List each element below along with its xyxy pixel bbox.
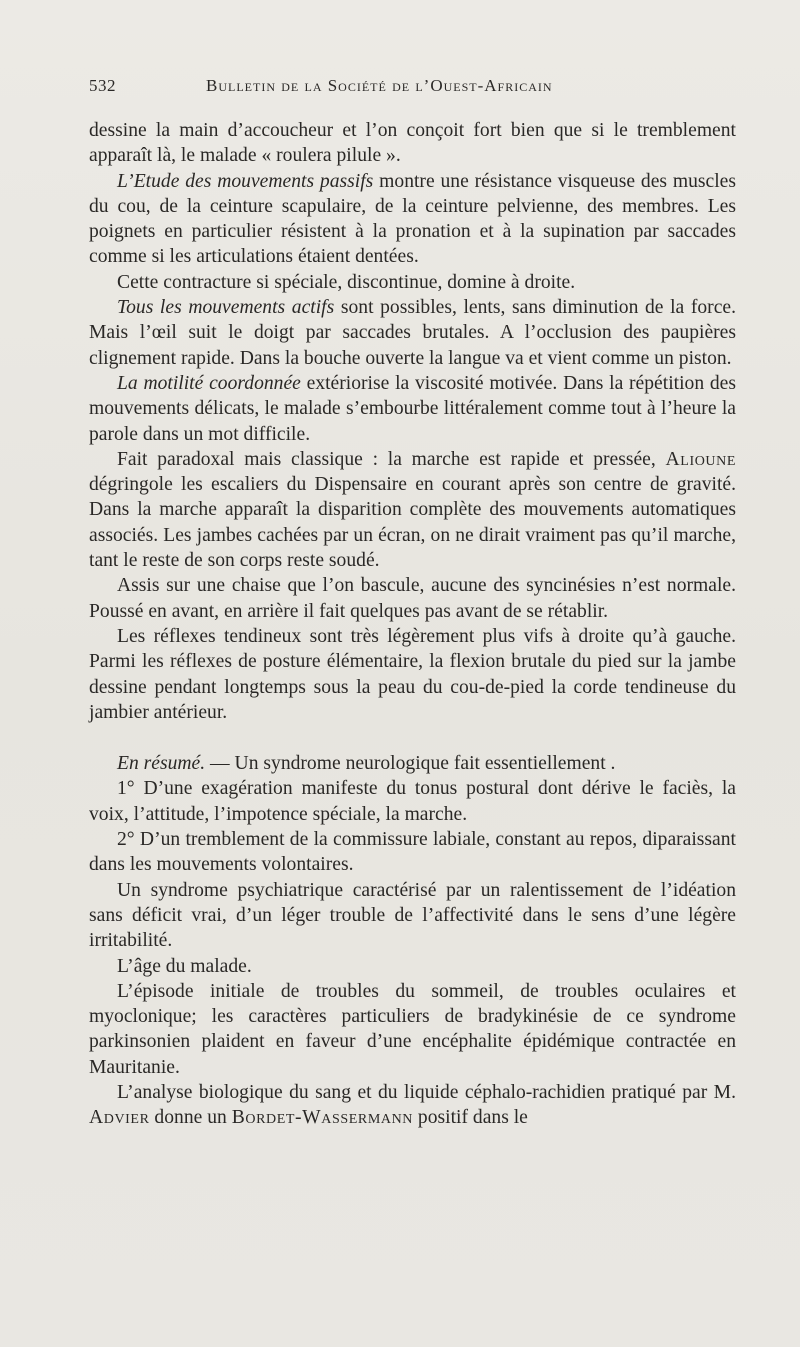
paragraph-text: extériorise la viscosité motivée. Dans la répétition des mouvements délicats, le malade s’embourbe littéralement comme tout à l’heure la parole dans un mot difficile.	[89, 372, 736, 445]
paragraph	[89, 776, 736, 827]
paragraph	[89, 295, 736, 371]
paragraph	[89, 118, 736, 169]
italic-heading: L’Etude des mouvements passifs	[117, 170, 374, 192]
paragraph-text: dessine la main d’accoucheur et l’on conçoit fort bien que si le tremblement apparaît là, le malade « roulera pilule ».	[89, 120, 736, 167]
paragraph-text: sont possibles, lents, sans diminution de la force. Mais l’œil suit le doigt par saccades brutales. A l’occlusion des paupières clignement rapide. Dans la bouche ouverte la langue va et vient comme un piston.	[89, 297, 736, 369]
person-name: Advier	[89, 1107, 150, 1129]
paragraph-text: Fait paradoxal mais classique : la marche est rapide et pressée,	[117, 448, 666, 470]
paragraph	[89, 979, 736, 1080]
paragraph-text: L’âge du malade.	[117, 955, 252, 977]
paragraph	[89, 624, 736, 725]
paragraph-text: L’épisode initiale de troubles du sommeil, de troubles oculaires et myoclonique; les caractères particuliers de bradykinésie de ce syndrome parkinsonien plaident en faveur d’une encéphalite épidémique contractée en Mauritanie.	[89, 980, 736, 1078]
italic-heading: La motilité coordonnée	[117, 372, 301, 394]
patient-name: Alioune	[665, 448, 736, 470]
paragraph-text: Un syndrome psychiatrique caractérisé par un ralentissement de l’idéation sans déficit vrai, d’un léger trouble de l’affectivité dans le sens d’une légère irritabilité.	[89, 879, 736, 952]
paragraph	[89, 270, 736, 295]
paragraph	[89, 878, 736, 954]
italic-heading: Tous les mouvements actifs	[117, 297, 335, 319]
paragraph	[89, 447, 736, 573]
paragraph-text: 1° D’une exagération manifeste du tonus postural dont dérive le faciès, la voix, l’attitude, l’impotence spéciale, la marche.	[89, 778, 736, 825]
paragraph-text: Les réflexes tendineux sont très légèrement plus vifs à droite qu’à gauche. Parmi les réflexes de posture élémentaire, la flexion brutale du pied sur la jambe dessine pendant longtemps sous la peau du cou-de-pied la corde tendineuse du jambier antérieur.	[89, 625, 736, 723]
body-text	[89, 118, 736, 1131]
paragraph-text: 2° D’un tremblement de la commissure labiale, constant au repos, diparaissant dans les mouvements volontaires.	[89, 829, 736, 876]
paragraph-text: L’analyse biologique du sang et du liquide céphalo-rachidien pratiqué par M.	[117, 1081, 736, 1103]
paragraph-text: montre une résistance visqueuse des muscles du cou, de la ceinture scapulaire, de la ceinture pelvienne, des membres. Les poignets en particulier résistent à la pronation et à la supination par saccades comme si les articulations étaient dentées.	[89, 170, 736, 268]
paragraph	[89, 573, 736, 624]
paragraph	[89, 1080, 736, 1131]
page-header	[89, 76, 734, 102]
paragraph	[89, 751, 736, 776]
paragraph-text: Cette contracture si spéciale, discontinue, domine à droite.	[117, 271, 576, 293]
paragraph	[89, 371, 736, 447]
paragraph	[89, 827, 736, 878]
paragraph-text: — Un syndrome neurologique fait essentiellement .	[205, 753, 616, 775]
paragraph-text: positif dans le	[413, 1107, 528, 1129]
test-name: Bordet-Wassermann	[231, 1107, 414, 1129]
italic-heading: En résumé.	[117, 753, 206, 775]
paragraph	[89, 169, 736, 270]
paragraph-text: donne un	[149, 1107, 232, 1129]
running-title: Bulletin de la Société de l’Ouest-Africain	[206, 76, 553, 95]
paragraph	[89, 954, 736, 979]
paragraph-text: Assis sur une chaise que l’on bascule, aucune des syncinésies n’est normale. Poussé en avant, en arrière il fait quelques pas avant de se rétablir.	[89, 575, 736, 622]
paragraph-text: dégringole les escaliers du Dispensaire en courant après son centre de gravité. Dans la marche apparaît la disparition complète des mouvements automatiques associés. Les jambes cachées par un écran, on ne dirait vraiment pas qu’il marche, tant le reste de son corps reste soudé.	[89, 474, 736, 572]
page-number: 532	[89, 76, 116, 95]
